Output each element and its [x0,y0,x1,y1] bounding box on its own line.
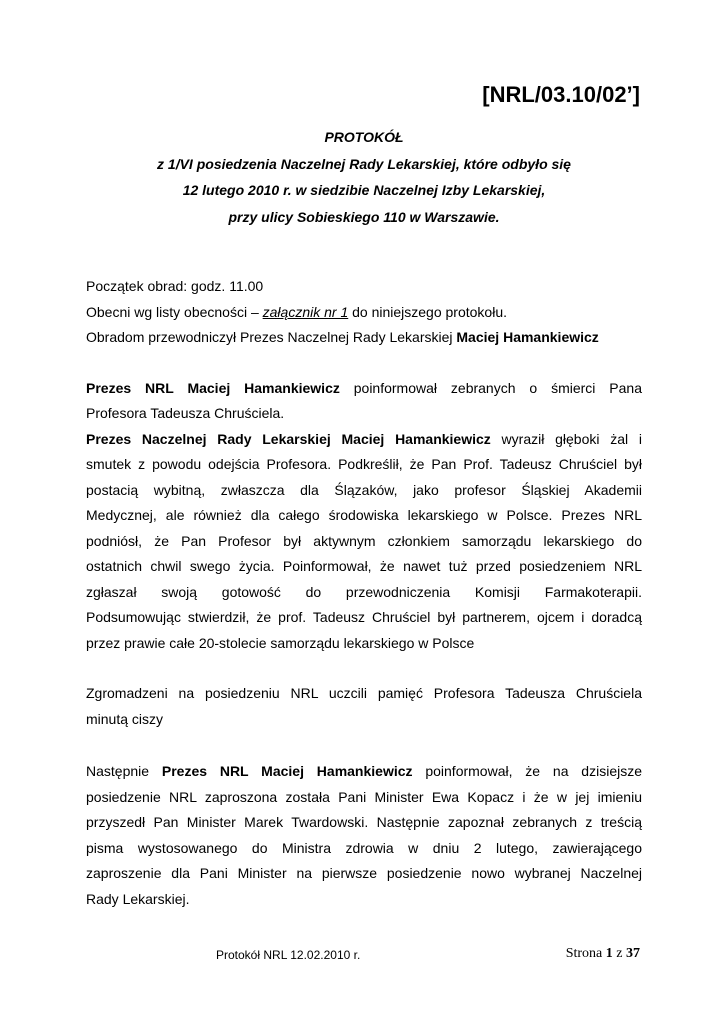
paragraph-line [86,427,642,453]
paragraph-line [86,376,642,402]
paragraph-line: minutą ciszy [86,710,164,727]
paragraph-line: Zgromadzeni na posiedzeniu NRL uczcili pamięć Profesora Tadeusza Chruściela [86,685,642,701]
paragraph-line: zaproszenie dla Pani Minister na pierwsze posiedzenie nowo wybranej Naczelnej [86,865,642,881]
paragraph-text: poinformował, że na dzisiejsze [412,763,642,779]
page-of: z [612,946,626,961]
paragraph-line: Podsumowując stwierdził, że prof. Tadeusz Chruściel był partnerem, ojcem i doradcą [86,609,642,625]
paragraph-line: Rady Lekarskiej. [86,890,190,907]
paragraph-line: pisma wystosowanego do Ministra zdrowia w dniu 2 lutego, zawierającego [86,839,642,856]
paragraph-line: Medycznej, ale również dla całego środowiska lekarskiego w Polsce. Prezes NRL [86,507,642,523]
speaker-name: Prezes NRL Maciej Hamankiewicz [161,763,413,779]
paragraph-line: postacią wybitną, zwłaszcza dla Ślązaków, jako profesor Śląskiej Akademii [86,481,642,498]
speaker-name: Prezes Naczelnej Rady Lekarskiej Maciej Hamankiewicz [86,430,491,447]
protocol-header [86,124,642,230]
paragraph-text: Następnie [86,763,162,779]
paragraph-line: przyszedł Pan Minister Marek Twardowski. Następnie zapoznał zebranych z treścią [86,814,642,830]
chair-line [86,325,642,351]
paragraph-gap [86,351,642,376]
paragraph-gap [86,732,642,759]
speaker-name: Prezes NRL Maciej Hamankiewicz [86,379,340,396]
attachment-link[interactable]: załącznik nr 1 [262,303,349,320]
page-current: 1 [605,946,613,961]
protocol-subtitle-line: przy ulicy Sobieskiego 110 w Warszawie. [228,208,500,225]
document-code: [NRL/03.10/02’] [482,82,640,107]
paragraph-line: zgłaszał swoją gotowość do przewodniczenia Komisji Farmakoterapii. [86,583,642,600]
paragraph-gap [86,656,642,681]
paragraph-line: smutek z powodu odejścia Profesora. Podkreślił, że Pan Prof. Tadeusz Chruściel był [86,456,642,472]
page-label: Strona [565,946,606,961]
paragraph-line: posiedzenie NRL zaproszona została Pani Minister Ewa Kopacz i że w jej imieniu [86,788,642,805]
attendance-line [86,300,642,326]
paragraph-line: ostatnich chwil swego życia. Poinformował, że nawet tuż przed posiedzeniem NRL [86,558,642,574]
protocol-subtitle-line: z 1/VI posiedzenia Naczelnej Rady Lekarskiej, które odbyło się [157,155,571,172]
protocol-title: PROTOKÓŁ [324,129,404,145]
attendance-text: do niniejszego protokołu. [348,303,508,320]
paragraph-text: wyraził głęboki żal i [490,430,642,447]
paragraph-line: Profesora Tadeusza Chruściela. [86,405,285,421]
page-number [566,946,640,962]
paragraph-line: przez prawie całe 20-stolecie samorządu lekarskiego w Polsce [86,634,475,651]
paragraph-line [86,759,642,785]
chair-name: Maciej Hamankiewicz [456,329,599,345]
protocol-body [86,274,642,912]
paragraph-text: poinformował zebranych o śmierci Pana [339,379,642,396]
paragraph-line: podniósł, że Pan Profesor był aktywnym członkiem samorządu lekarskiego do [86,532,642,549]
session-start-line: Początek obrad: godz. 11.00 [86,278,264,294]
protocol-subtitle-line: 12 lutego 2010 r. w siedzibie Naczelnej Izby Lekarskiej, [182,182,546,198]
footer-title: Protokół NRL 12.02.2010 r. [216,948,361,962]
page-total: 37 [626,946,640,961]
attendance-text: Obecni wg listy obecności – [86,303,263,320]
chair-text: Obradom przewodniczył Prezes Naczelnej Rady Lekarskiej [86,329,457,345]
